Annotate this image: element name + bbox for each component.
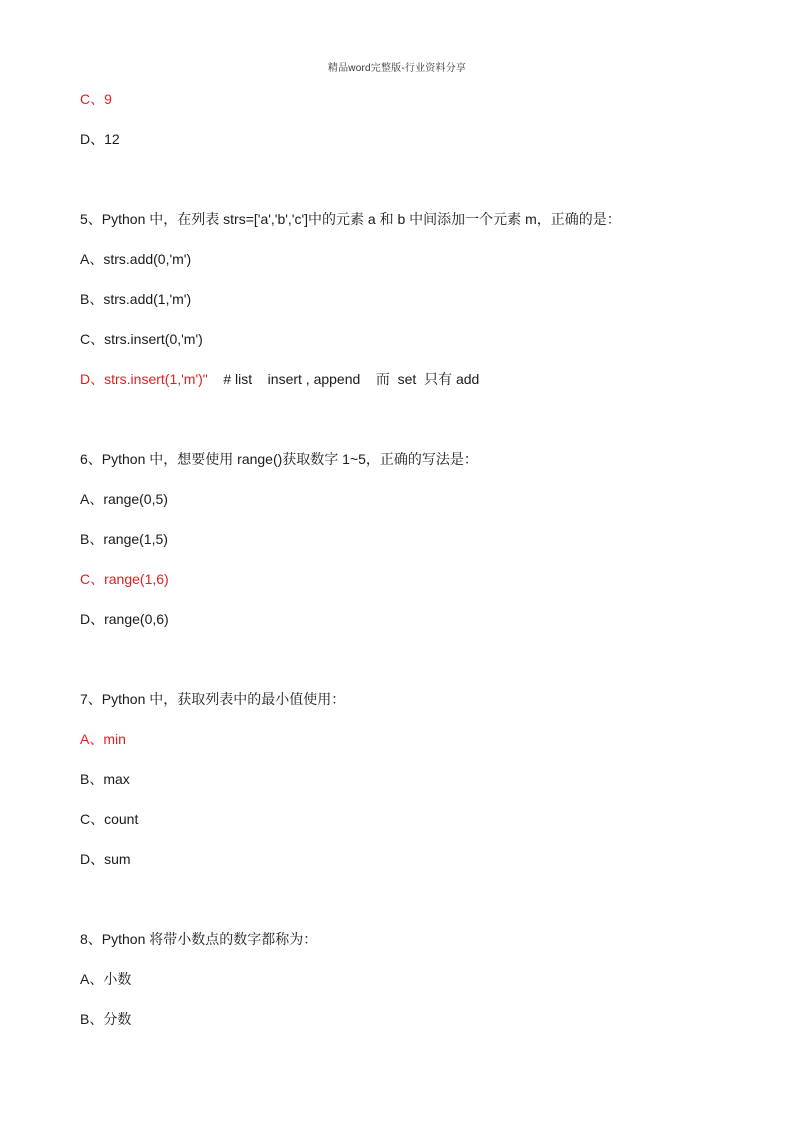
option-c-q7: C、count xyxy=(80,811,139,827)
option-d-q4: D、12 xyxy=(80,131,120,147)
option-d-q5-row xyxy=(80,369,479,389)
page-header: 精品word完整版-行业资料分享 xyxy=(327,63,467,74)
option-b-q5: B、strs.add(1,'m') xyxy=(80,291,192,307)
option-c-q6: C、range(1,6) xyxy=(80,571,169,587)
question-6: 6、Python 中，想要使用 range()获取数字 1~5，正确的写法是： xyxy=(80,451,478,467)
option-d-q5: D、strs.insert(1,'m')" xyxy=(80,371,208,387)
option-b-q7: B、max xyxy=(80,771,130,787)
option-d-q5-note: # list insert , append 而 set 只有 add xyxy=(207,371,480,387)
option-c-q5: C、strs.insert(0,'m') xyxy=(80,331,203,347)
option-a-q7: A、min xyxy=(80,731,126,747)
option-a-q6: A、range(0,5) xyxy=(80,491,168,507)
question-7: 7、Python 中，获取列表中的最小值使用： xyxy=(80,691,346,707)
question-5: 5、Python 中，在列表 strs=['a','b','c']中的元素 a 和 b 中间添加一个元素 m，正确的是： xyxy=(80,211,621,227)
option-d-q6: D、range(0,6) xyxy=(80,611,169,627)
option-d-q7: D、sum xyxy=(80,851,131,867)
question-8: 8、Python 将带小数点的数字都称为： xyxy=(80,931,318,947)
option-a-q5: A、strs.add(0,'m') xyxy=(80,251,192,267)
option-c-q4: C、9 xyxy=(80,91,112,107)
option-b-q6: B、range(1,5) xyxy=(80,531,168,547)
option-a-q8: A、小数 xyxy=(80,971,132,987)
option-b-q8: B、分数 xyxy=(80,1011,132,1027)
